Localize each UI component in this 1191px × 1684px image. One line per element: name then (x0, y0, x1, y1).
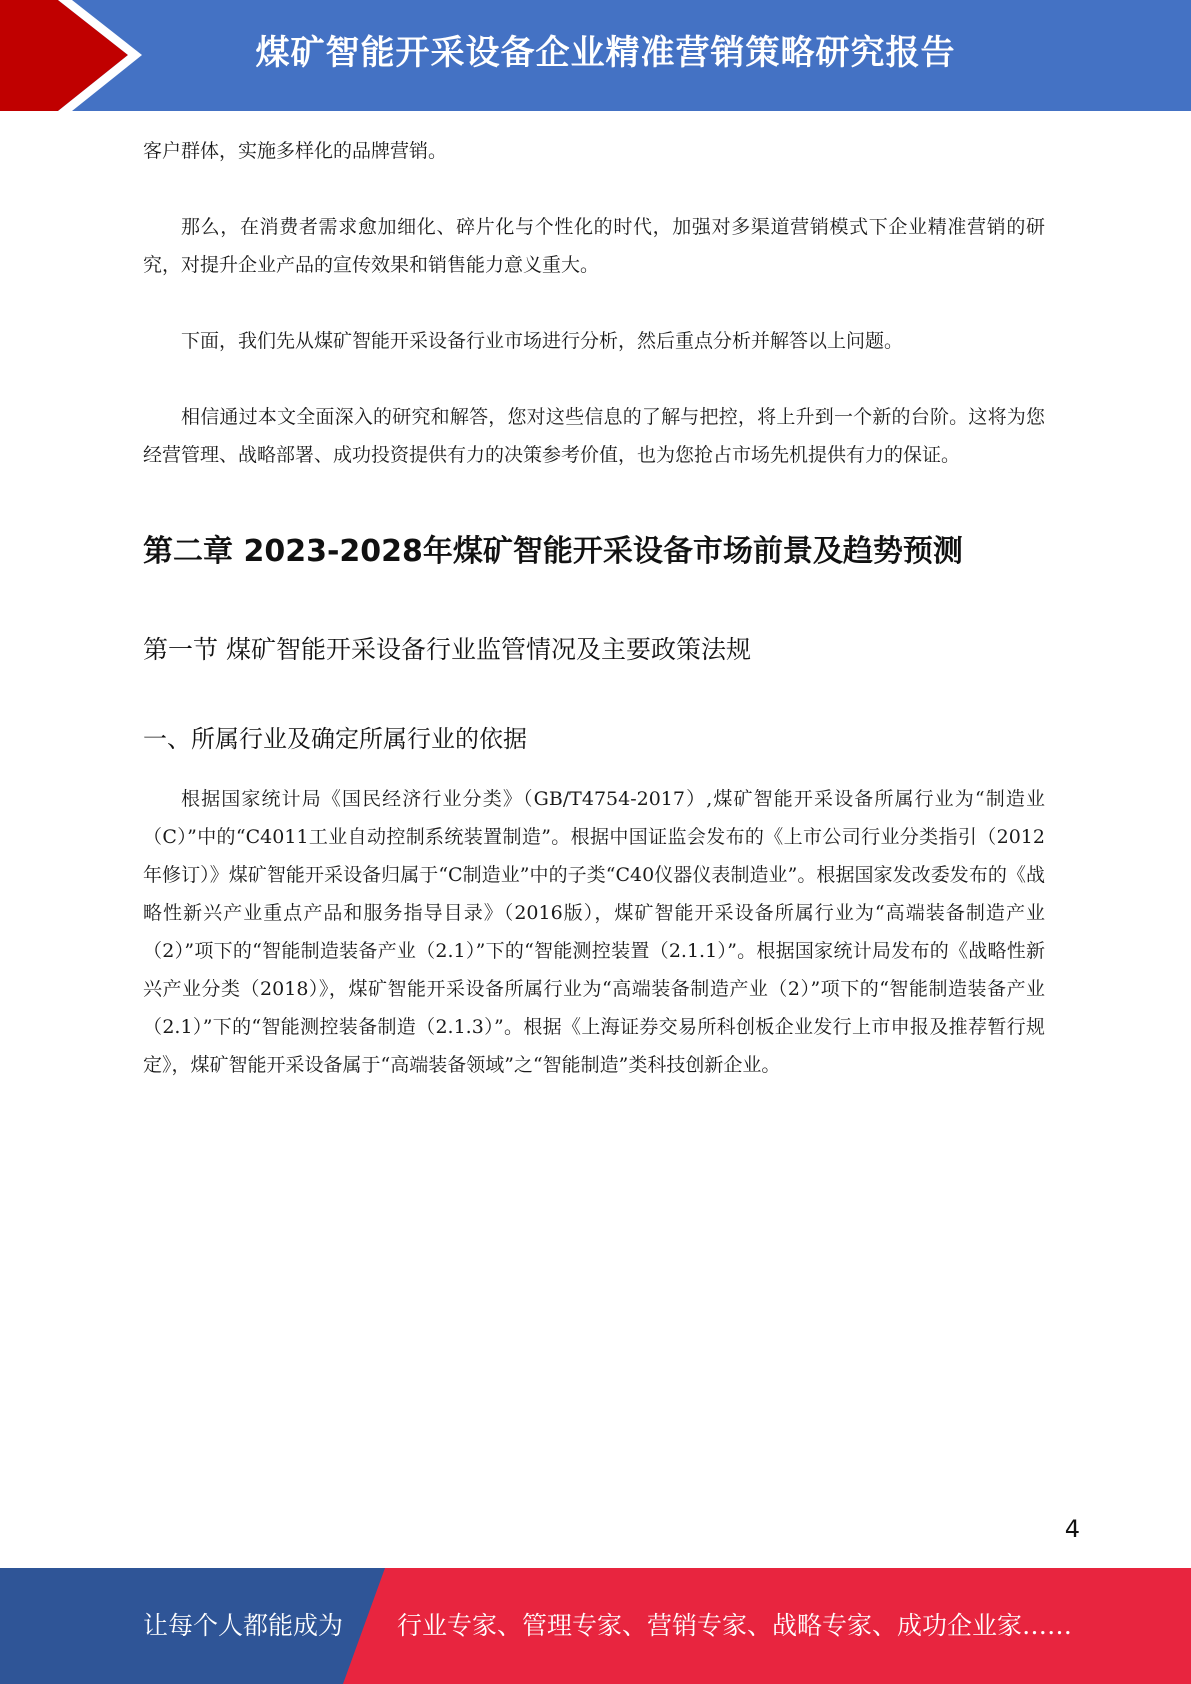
chapter-heading: 第二章 2023-2028年煤矿智能开采设备市场前景及趋势预测 (143, 534, 963, 569)
page-header (0, 0, 1191, 111)
section-heading: 第一节 煤矿智能开采设备行业监管情况及主要政策法规 (143, 635, 751, 664)
report-title: 煤矿智能开采设备企业精准营销策略研究报告 (255, 33, 956, 73)
paragraph-value-statement: 相信通过本文全面深入的研究和解答，您对这些信息的了解与把控，将上升到一个新的台阶。这将为您经营管理、战略部署、成功投资提供有力的决策参考价值，也为您抢占市场先机提供有力的保证。 (143, 406, 1045, 466)
paragraph-marketing-research: 那么，在消费者需求愈加细化、碎片化与个性化的时代，加强对多渠道营销模式下企业精准营销的研究，对提升企业产品的宣传效果和销售能力意义重大。 (143, 216, 1045, 276)
subsection-heading: 一、所属行业及确定所属行业的依据 (143, 725, 527, 753)
page-footer (0, 1568, 1191, 1684)
page-number: 4 (1064, 1515, 1080, 1543)
footer-slogan-left: 让每个人都能成为 (143, 1611, 344, 1640)
paragraph-industry-classification: 根据国家统计局《国民经济行业分类》（GB/T4754-2017）,煤矿智能开采设备所属行业为“制造业（C）”中的“C4011工业自动控制系统装置制造”。根据中国证监会发布的《上市公司行业分类指引（2012年修订）》煤矿智能开采设备归属于“C制造业”中的子类“C40仪器仪表制造业”。根据国家发改委发布的《战略性新兴产业重点产品和服务指导目录》（2016版），煤矿智能开采设备所属行业为“高端装备制造产业（2）”项下的“智能制造装备产业（2.1）”下的“智能测控装置（2.1.1）”。根据国家统计局发布的《战略性新兴产业分类（2018）》，煤矿智能开采设备所属行业为“高端装备制造产业（2）”项下的“智能制造装备产业（2.1）”下的“智能测控装备制造（2.1.3）”。根据《上海证券交易所科创板企业发行上市申报及推荐暂行规定》，煤矿智能开采设备属于“高端装备领域”之“智能制造”类科技创新企业。 (143, 788, 1045, 1076)
paragraph-continuation: 客户群体，实施多样化的品牌营销。 (143, 140, 448, 162)
paragraph-analysis-intro: 下面，我们先从煤矿智能开采设备行业市场进行分析，然后重点分析并解答以上问题。 (181, 330, 904, 352)
footer-slogan-right: 行业专家、管理专家、营销专家、战略专家、成功企业家…… (397, 1611, 1073, 1640)
page-content (143, 132, 1045, 1084)
